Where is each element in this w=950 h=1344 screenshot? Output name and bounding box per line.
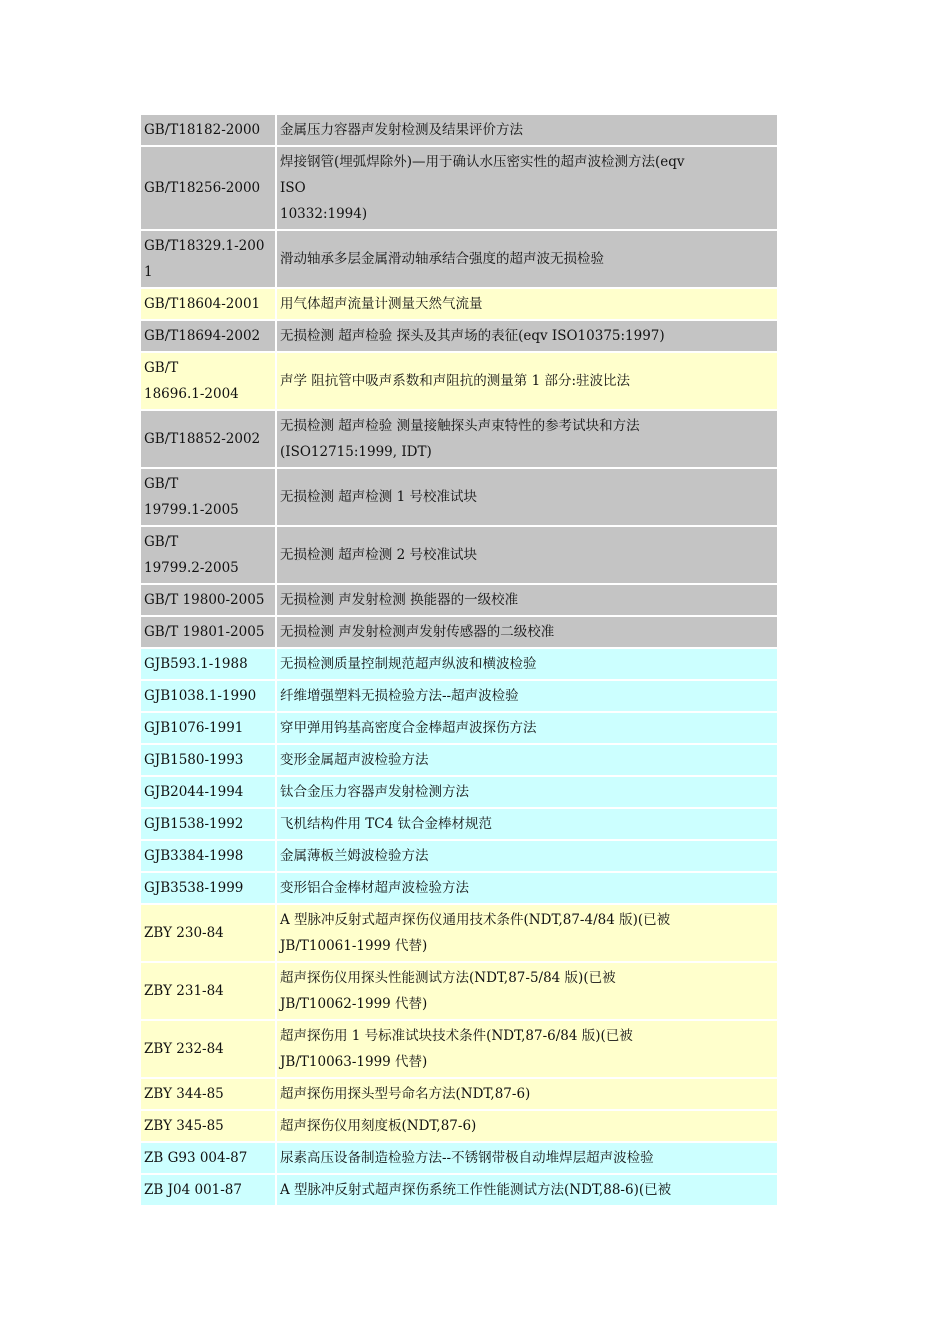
table-row: [141, 745, 777, 777]
table-row: [141, 1079, 777, 1111]
standard-code-cell: ZBY 232-84: [141, 1021, 277, 1079]
table-row: [141, 353, 777, 411]
table-row: [141, 527, 777, 585]
standard-code-cell: GB/T18256-2000: [141, 147, 277, 231]
standard-title-cell: 无损检测 超声检测 1 号校准试块: [277, 469, 777, 527]
standard-title-cell: 变形铝合金棒材超声波检验方法: [277, 873, 777, 905]
standard-title-cell: 金属压力容器声发射检测及结果评价方法: [277, 115, 777, 147]
standard-code-cell: GB/T 19800-2005: [141, 585, 277, 617]
table-row: [141, 905, 777, 963]
table-row: [141, 469, 777, 527]
standard-code-cell: GB/T18329.1-2001: [141, 231, 277, 289]
standard-title-cell: 尿素高压设备制造检验方法--不锈钢带极自动堆焊层超声波检验: [277, 1143, 777, 1175]
standard-code-cell: GJB1038.1-1990: [141, 681, 277, 713]
table-row: [141, 1111, 777, 1143]
standard-code-cell: ZB J04 001-87: [141, 1175, 277, 1207]
table-row: [141, 681, 777, 713]
table-row: [141, 809, 777, 841]
standard-code-cell: ZBY 345-85: [141, 1111, 277, 1143]
standard-title-cell: 无损检测 超声检测 2 号校准试块: [277, 527, 777, 585]
table-row: [141, 1175, 777, 1207]
standard-code-cell: GJB3384-1998: [141, 841, 277, 873]
standard-code-cell: GB/T 19801-2005: [141, 617, 277, 649]
standard-code-cell: ZB G93 004-87: [141, 1143, 277, 1175]
standard-title-cell: 声学 阻抗管中吸声系数和声阻抗的测量第 1 部分:驻波比法: [277, 353, 777, 411]
table-row: [141, 617, 777, 649]
table-row: [141, 231, 777, 289]
standard-code-cell: ZBY 344-85: [141, 1079, 277, 1111]
standard-title-cell: 钛合金压力容器声发射检测方法: [277, 777, 777, 809]
standard-code-cell: GJB1580-1993: [141, 745, 277, 777]
standard-title-cell: 无损检测 超声检验 探头及其声场的表征(eqv ISO10375:1997): [277, 321, 777, 353]
standard-title-cell: A 型脉冲反射式超声探伤仪通用技术条件(NDT,87-4/84 版)(已被 JB/T10061-1999 代替): [277, 905, 777, 963]
standard-title-cell: 无损检测 声发射检测声发射传感器的二级校准: [277, 617, 777, 649]
table-row: [141, 1021, 777, 1079]
standard-title-cell: 穿甲弹用钨基高密度合金棒超声波探伤方法: [277, 713, 777, 745]
table-row: [141, 147, 777, 231]
standard-code-cell: GB/T 18696.1-2004: [141, 353, 277, 411]
standard-code-cell: GJB593.1-1988: [141, 649, 277, 681]
table-row: [141, 841, 777, 873]
standards-table: [141, 115, 777, 1207]
standard-title-cell: 超声探伤用探头型号命名方法(NDT,87-6): [277, 1079, 777, 1111]
table-row: [141, 873, 777, 905]
standard-code-cell: ZBY 230-84: [141, 905, 277, 963]
standard-title-cell: 无损检测 超声检验 测量接触探头声束特性的参考试块和方法 (ISO12715:1999, IDT): [277, 411, 777, 469]
table-row: [141, 963, 777, 1021]
table-row: [141, 649, 777, 681]
standard-title-cell: 金属薄板兰姆波检验方法: [277, 841, 777, 873]
standard-title-cell: 焊接钢管(埋弧焊除外)—用于确认水压密实性的超声波检测方法(eqv ISO 10332:1994): [277, 147, 777, 231]
standard-title-cell: A 型脉冲反射式超声探伤系统工作性能测试方法(NDT,88-6)(已被: [277, 1175, 777, 1207]
table-row: [141, 1143, 777, 1175]
standard-code-cell: GB/T18852-2002: [141, 411, 277, 469]
standard-code-cell: ZBY 231-84: [141, 963, 277, 1021]
table-body: [141, 115, 777, 1207]
standard-code-cell: GJB2044-1994: [141, 777, 277, 809]
table-row: [141, 411, 777, 469]
standard-title-cell: 滑动轴承多层金属滑动轴承结合强度的超声波无损检验: [277, 231, 777, 289]
table-row: [141, 713, 777, 745]
standard-code-cell: GJB1076-1991: [141, 713, 277, 745]
standard-title-cell: 纤维增强塑料无损检验方法--超声波检验: [277, 681, 777, 713]
table-row: [141, 777, 777, 809]
standard-title-cell: 用气体超声流量计测量天然气流量: [277, 289, 777, 321]
standard-title-cell: 超声探伤用 1 号标准试块技术条件(NDT,87-6/84 版)(已被 JB/T10063-1999 代替): [277, 1021, 777, 1079]
standard-title-cell: 超声探伤仪用探头性能测试方法(NDT,87-5/84 版)(已被 JB/T10062-1999 代替): [277, 963, 777, 1021]
table-row: [141, 115, 777, 147]
standard-code-cell: GB/T 19799.1-2005: [141, 469, 277, 527]
standard-title-cell: 飞机结构件用 TC4 钛合金棒材规范: [277, 809, 777, 841]
table-row: [141, 289, 777, 321]
standard-title-cell: 变形金属超声波检验方法: [277, 745, 777, 777]
standard-code-cell: GJB1538-1992: [141, 809, 277, 841]
standard-code-cell: GB/T18694-2002: [141, 321, 277, 353]
standard-title-cell: 无损检测质量控制规范超声纵波和横波检验: [277, 649, 777, 681]
table-row: [141, 585, 777, 617]
standard-code-cell: GJB3538-1999: [141, 873, 277, 905]
standard-title-cell: 超声探伤仪用刻度板(NDT,87-6): [277, 1111, 777, 1143]
table-row: [141, 321, 777, 353]
standard-code-cell: GB/T18604-2001: [141, 289, 277, 321]
standard-code-cell: GB/T 19799.2-2005: [141, 527, 277, 585]
standard-title-cell: 无损检测 声发射检测 换能器的一级校准: [277, 585, 777, 617]
standard-code-cell: GB/T18182-2000: [141, 115, 277, 147]
